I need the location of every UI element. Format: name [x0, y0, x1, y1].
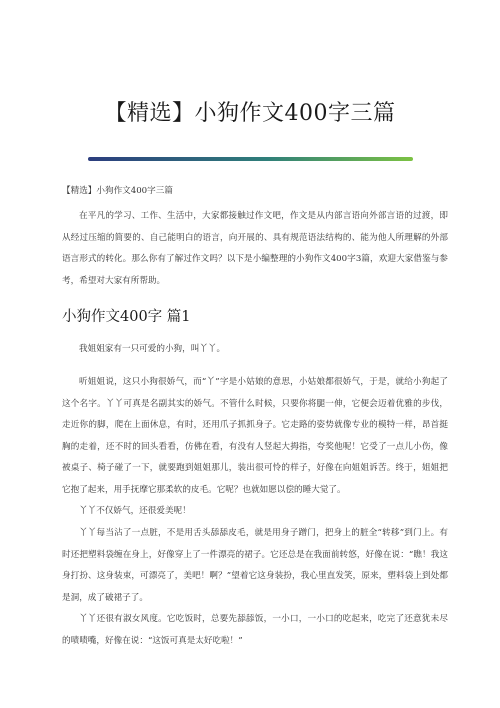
document-title: 【精选】小狗作文400字三篇: [104, 101, 396, 126]
section-heading: 小狗作文400字 篇1: [62, 309, 191, 325]
title-divider: [88, 157, 413, 161]
body-paragraph: 丫丫不仅娇气，还很爱美呢！: [79, 506, 191, 516]
body-paragraph: 我姐姐家有一只可爱的小狗，叫丫丫。: [79, 344, 226, 354]
body-paragraph: 听姐姐说，这只小狗很娇气，而“丫”字是小姑娘的意思，小姑娘都很娇气，于是，就给小狗起了这个名字。丫丫可真是名副其实的娇气。不管什么时候，只要你将腿一伸，它便会迈着优雅的步伐，走近你的脚，爬在上面休息，有时，还用爪子抓抓身子。它走路的姿势就像专业的模特一样，昂首挺胸的走着，还不时的回头看看，仿佛在看，有没有人竖起大拇指，夸奖他呢！它受了一点儿小伤，像被桌子、椅子碰了一下，就要跑到姐姐那儿，装出很可怜的样子，好像在向姐姐诉苦。终于，姐姐把它抱了起来，用手抚摩它那柔软的皮毛。它呢？也就如愿以偿的睡大觉了。: [62, 377, 448, 495]
body-paragraph: 丫丫每当沾了一点脏，不是用舌头舔舔皮毛，就是用身子蹭门，把身上的脏全“转移”到门上。有时还把塑料袋缠在身上，好像穿上了一件漂亮的裙子。它还总是在我面前转悠，好像在说：“瞧！我这身打扮、这身装束，可漂亮了，美吧！啊？”望着它这身装扮，我心里直发笑，原来，塑料袋上到处都是洞，成了破裙子了。: [62, 528, 448, 603]
lead-line: 【精选】小狗作文400字三篇: [62, 186, 173, 196]
body-paragraph: 丫丫还很有淑女风度。它吃饭时，总要先舔舔饭，一小口，一小口的吃起来，吃完了还意犹未尽的啧啧嘴，好像在说：“这饭可真是太好吃啦！”: [62, 614, 448, 646]
intro-paragraph: 在平凡的学习、工作、生活中，大家都接触过作文吧，作文是从内部言语向外部言语的过渡，即从经过压缩的简要的、自己能明白的语言，向开展的、具有规范语法结构的、能为他人所理解的外部语言形式的转化。那么你有了解过作文吗？以下是小编整理的小狗作文400字3篇，欢迎大家借鉴与参考，希望对大家有所帮助。: [62, 211, 448, 286]
